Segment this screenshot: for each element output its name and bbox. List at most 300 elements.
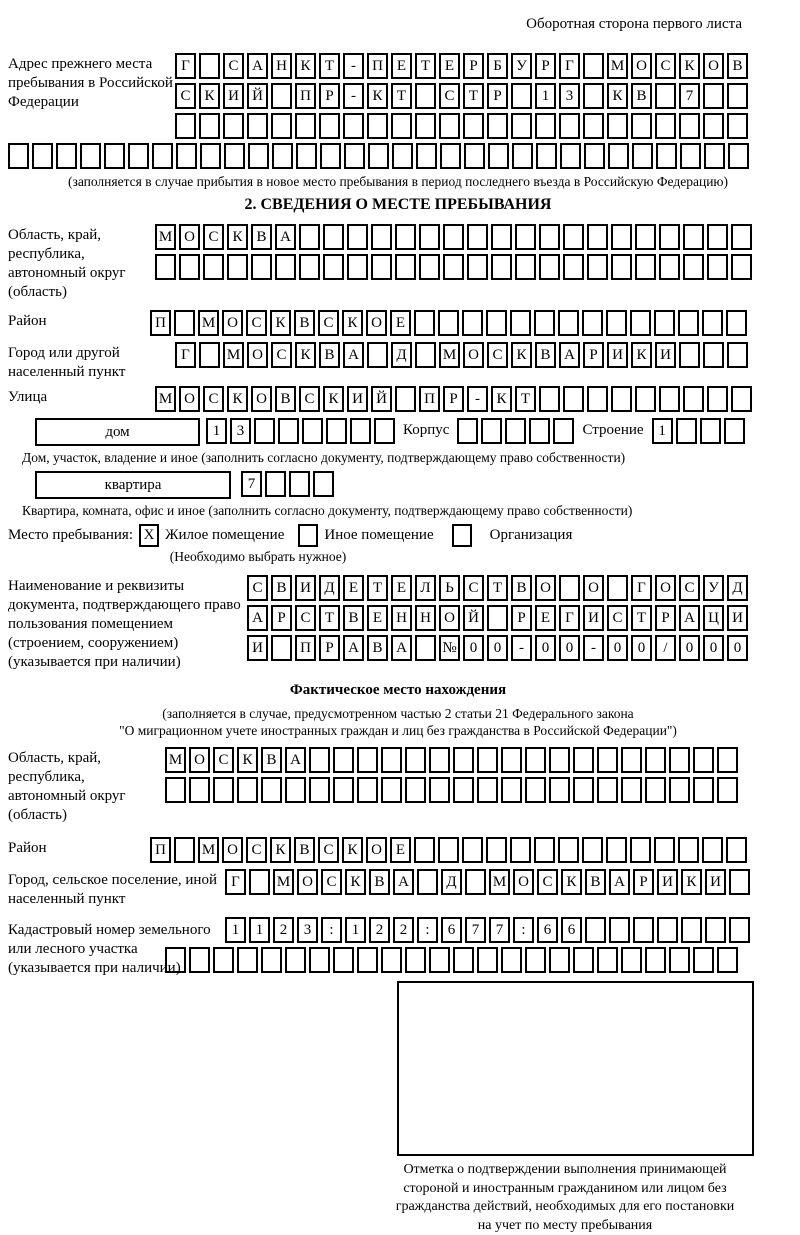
char-box[interactable] [333, 747, 354, 773]
char-box[interactable]: П [150, 310, 171, 336]
char-box[interactable]: А [247, 605, 268, 631]
char-box[interactable] [539, 386, 560, 412]
char-box[interactable]: Н [415, 605, 436, 631]
char-box[interactable]: С [271, 342, 292, 368]
char-box[interactable]: Р [633, 869, 654, 895]
char-box[interactable] [302, 418, 323, 444]
char-box[interactable]: В [271, 575, 292, 601]
char-box[interactable] [511, 113, 532, 139]
char-box[interactable]: М [198, 310, 219, 336]
char-box[interactable]: И [347, 386, 368, 412]
char-box[interactable] [549, 747, 570, 773]
char-box[interactable] [405, 947, 426, 973]
char-box[interactable] [683, 386, 704, 412]
char-box[interactable] [655, 113, 676, 139]
char-box[interactable]: Е [343, 575, 364, 601]
char-box[interactable]: Г [225, 869, 246, 895]
char-box[interactable]: С [247, 575, 268, 601]
char-box[interactable] [525, 947, 546, 973]
char-box[interactable]: В [631, 83, 652, 109]
char-box[interactable]: К [491, 386, 512, 412]
char-box[interactable] [381, 947, 402, 973]
char-box[interactable]: 0 [727, 635, 748, 661]
char-box[interactable]: 1 [225, 917, 246, 943]
char-box[interactable]: Т [391, 83, 412, 109]
char-box[interactable] [443, 224, 464, 250]
char-box[interactable] [175, 113, 196, 139]
char-box[interactable]: Й [463, 605, 484, 631]
char-box[interactable]: Е [391, 575, 412, 601]
char-box[interactable] [680, 143, 701, 169]
char-box[interactable]: У [703, 575, 724, 601]
char-box[interactable]: Р [271, 605, 292, 631]
char-box[interactable]: М [489, 869, 510, 895]
char-box[interactable]: К [561, 869, 582, 895]
char-box[interactable]: Г [631, 575, 652, 601]
char-box[interactable]: Б [487, 53, 508, 79]
char-box[interactable] [237, 947, 258, 973]
char-box[interactable] [429, 947, 450, 973]
char-box[interactable] [391, 113, 412, 139]
char-box[interactable] [703, 342, 724, 368]
char-box[interactable] [313, 471, 334, 497]
char-box[interactable]: В [275, 386, 296, 412]
char-box[interactable] [707, 224, 728, 250]
char-box[interactable] [609, 917, 630, 943]
char-box[interactable] [415, 83, 436, 109]
char-box[interactable] [515, 224, 536, 250]
char-box[interactable]: К [323, 386, 344, 412]
char-box[interactable] [368, 143, 389, 169]
char-box[interactable] [357, 747, 378, 773]
char-box[interactable] [395, 224, 416, 250]
char-box[interactable]: Е [439, 53, 460, 79]
char-box[interactable] [350, 418, 371, 444]
char-box[interactable] [510, 837, 531, 863]
char-box[interactable] [415, 635, 436, 661]
char-box[interactable] [606, 837, 627, 863]
char-box[interactable]: - [343, 83, 364, 109]
char-box[interactable] [659, 254, 680, 280]
char-box[interactable]: Т [367, 575, 388, 601]
char-box[interactable] [611, 224, 632, 250]
char-box[interactable] [374, 418, 395, 444]
char-box[interactable]: К [681, 869, 702, 895]
char-box[interactable] [676, 418, 697, 444]
char-box[interactable]: М [198, 837, 219, 863]
stay-type-checkbox-residential[interactable]: X [139, 524, 159, 547]
char-box[interactable] [224, 143, 245, 169]
char-box[interactable] [573, 947, 594, 973]
char-box[interactable]: О [366, 310, 387, 336]
char-box[interactable] [539, 224, 560, 250]
char-box[interactable] [583, 113, 604, 139]
char-box[interactable] [343, 113, 364, 139]
char-box[interactable]: К [631, 342, 652, 368]
char-box[interactable] [319, 113, 340, 139]
char-box[interactable]: Т [487, 575, 508, 601]
char-box[interactable] [587, 224, 608, 250]
char-box[interactable] [621, 947, 642, 973]
char-box[interactable]: 6 [441, 917, 462, 943]
char-box[interactable] [621, 777, 642, 803]
char-box[interactable]: О [179, 386, 200, 412]
char-box[interactable]: 3 [559, 83, 580, 109]
char-box[interactable] [416, 143, 437, 169]
char-box[interactable] [443, 254, 464, 280]
char-box[interactable] [289, 471, 310, 497]
char-box[interactable] [367, 113, 388, 139]
char-box[interactable] [529, 418, 550, 444]
char-box[interactable]: 1 [206, 418, 227, 444]
char-box[interactable]: А [559, 342, 580, 368]
char-box[interactable] [731, 386, 752, 412]
char-box[interactable]: С [463, 575, 484, 601]
char-box[interactable] [525, 777, 546, 803]
char-box[interactable] [395, 386, 416, 412]
char-box[interactable]: В [261, 747, 282, 773]
char-box[interactable] [705, 917, 726, 943]
char-box[interactable] [477, 747, 498, 773]
char-box[interactable]: - [511, 635, 532, 661]
char-box[interactable]: 2 [369, 917, 390, 943]
char-box[interactable]: Р [319, 635, 340, 661]
char-box[interactable] [249, 869, 270, 895]
char-box[interactable]: О [247, 342, 268, 368]
char-box[interactable] [583, 83, 604, 109]
char-box[interactable] [417, 869, 438, 895]
char-box[interactable]: - [583, 635, 604, 661]
char-box[interactable]: К [367, 83, 388, 109]
char-box[interactable] [477, 777, 498, 803]
char-box[interactable] [635, 386, 656, 412]
char-box[interactable] [395, 254, 416, 280]
char-box[interactable] [405, 747, 426, 773]
char-box[interactable] [414, 837, 435, 863]
char-box[interactable] [659, 386, 680, 412]
apartment-type-box[interactable]: квартира [35, 471, 231, 499]
char-box[interactable] [8, 143, 29, 169]
char-box[interactable] [272, 143, 293, 169]
char-box[interactable] [487, 605, 508, 631]
char-box[interactable] [248, 143, 269, 169]
char-box[interactable] [254, 418, 275, 444]
char-box[interactable] [559, 113, 580, 139]
char-box[interactable] [703, 113, 724, 139]
char-box[interactable] [539, 254, 560, 280]
char-box[interactable] [607, 575, 628, 601]
char-box[interactable]: : [417, 917, 438, 943]
char-box[interactable]: К [199, 83, 220, 109]
char-box[interactable] [271, 635, 292, 661]
char-box[interactable] [457, 418, 478, 444]
char-box[interactable]: К [270, 310, 291, 336]
char-box[interactable] [573, 747, 594, 773]
char-box[interactable]: К [237, 747, 258, 773]
char-box[interactable] [633, 917, 654, 943]
char-box[interactable] [32, 143, 53, 169]
char-box[interactable] [392, 143, 413, 169]
char-box[interactable] [702, 837, 723, 863]
char-box[interactable] [525, 747, 546, 773]
stay-type-checkbox-other[interactable] [298, 524, 318, 547]
char-box[interactable] [683, 254, 704, 280]
char-box[interactable]: М [155, 386, 176, 412]
char-box[interactable]: Г [175, 53, 196, 79]
char-box[interactable]: С [537, 869, 558, 895]
char-box[interactable] [560, 143, 581, 169]
char-box[interactable]: Г [559, 605, 580, 631]
char-box[interactable]: 6 [537, 917, 558, 943]
char-box[interactable] [729, 869, 750, 895]
char-box[interactable] [344, 143, 365, 169]
char-box[interactable] [381, 777, 402, 803]
char-box[interactable] [491, 254, 512, 280]
char-box[interactable]: И [223, 83, 244, 109]
char-box[interactable] [371, 224, 392, 250]
char-box[interactable]: С [655, 53, 676, 79]
char-box[interactable] [453, 947, 474, 973]
char-box[interactable] [333, 777, 354, 803]
char-box[interactable]: С [318, 310, 339, 336]
char-box[interactable] [704, 143, 725, 169]
char-box[interactable] [467, 224, 488, 250]
char-box[interactable]: 1 [249, 917, 270, 943]
char-box[interactable] [367, 342, 388, 368]
char-box[interactable]: Д [319, 575, 340, 601]
char-box[interactable] [608, 143, 629, 169]
char-box[interactable] [611, 254, 632, 280]
char-box[interactable]: О [535, 575, 556, 601]
char-box[interactable] [152, 143, 173, 169]
char-box[interactable] [271, 83, 292, 109]
char-box[interactable] [333, 947, 354, 973]
char-box[interactable]: К [295, 53, 316, 79]
char-box[interactable] [491, 224, 512, 250]
char-box[interactable] [453, 777, 474, 803]
char-box[interactable]: Д [441, 869, 462, 895]
char-box[interactable]: К [607, 83, 628, 109]
char-box[interactable] [199, 342, 220, 368]
char-box[interactable] [679, 342, 700, 368]
char-box[interactable]: М [165, 747, 186, 773]
char-box[interactable]: С [203, 224, 224, 250]
char-box[interactable] [731, 224, 752, 250]
char-box[interactable]: С [246, 310, 267, 336]
char-box[interactable] [512, 143, 533, 169]
char-box[interactable]: 7 [489, 917, 510, 943]
char-box[interactable]: О [703, 53, 724, 79]
char-box[interactable] [371, 254, 392, 280]
char-box[interactable] [700, 418, 721, 444]
char-box[interactable] [645, 747, 666, 773]
char-box[interactable]: 1 [535, 83, 556, 109]
char-box[interactable] [655, 83, 676, 109]
char-box[interactable]: О [463, 342, 484, 368]
char-box[interactable]: А [275, 224, 296, 250]
char-box[interactable] [573, 777, 594, 803]
char-box[interactable]: И [247, 635, 268, 661]
char-box[interactable]: К [342, 837, 363, 863]
char-box[interactable] [165, 777, 186, 803]
char-box[interactable] [467, 254, 488, 280]
char-box[interactable]: В [585, 869, 606, 895]
char-box[interactable]: К [270, 837, 291, 863]
char-box[interactable] [453, 747, 474, 773]
char-box[interactable] [679, 113, 700, 139]
char-box[interactable]: П [367, 53, 388, 79]
char-box[interactable]: 2 [273, 917, 294, 943]
char-box[interactable]: О [222, 837, 243, 863]
char-box[interactable]: П [150, 837, 171, 863]
char-box[interactable] [657, 917, 678, 943]
char-box[interactable] [320, 143, 341, 169]
char-box[interactable] [299, 224, 320, 250]
char-box[interactable] [635, 224, 656, 250]
char-box[interactable]: А [343, 635, 364, 661]
char-box[interactable] [707, 386, 728, 412]
char-box[interactable]: С [321, 869, 342, 895]
char-box[interactable] [465, 869, 486, 895]
char-box[interactable] [462, 310, 483, 336]
char-box[interactable] [174, 310, 195, 336]
char-box[interactable] [203, 254, 224, 280]
char-box[interactable] [717, 947, 738, 973]
char-box[interactable] [645, 777, 666, 803]
stay-type-checkbox-organization[interactable] [452, 524, 472, 547]
char-box[interactable]: 0 [535, 635, 556, 661]
char-box[interactable] [80, 143, 101, 169]
char-box[interactable]: Т [515, 386, 536, 412]
char-box[interactable] [223, 113, 244, 139]
char-box[interactable] [323, 254, 344, 280]
char-box[interactable] [501, 947, 522, 973]
char-box[interactable] [558, 837, 579, 863]
char-box[interactable]: О [251, 386, 272, 412]
char-box[interactable]: А [609, 869, 630, 895]
char-box[interactable] [681, 917, 702, 943]
char-box[interactable]: И [295, 575, 316, 601]
char-box[interactable] [621, 747, 642, 773]
char-box[interactable] [271, 113, 292, 139]
char-box[interactable]: В [251, 224, 272, 250]
char-box[interactable] [199, 53, 220, 79]
char-box[interactable]: Т [319, 605, 340, 631]
char-box[interactable]: П [295, 83, 316, 109]
char-box[interactable]: О [631, 53, 652, 79]
char-box[interactable] [487, 113, 508, 139]
char-box[interactable] [477, 947, 498, 973]
char-box[interactable] [438, 310, 459, 336]
char-box[interactable]: Р [583, 342, 604, 368]
char-box[interactable] [693, 947, 714, 973]
char-box[interactable]: Р [463, 53, 484, 79]
char-box[interactable] [534, 837, 555, 863]
char-box[interactable] [584, 143, 605, 169]
char-box[interactable]: Н [391, 605, 412, 631]
char-box[interactable] [199, 113, 220, 139]
char-box[interactable] [727, 83, 748, 109]
char-box[interactable]: О [655, 575, 676, 601]
char-box[interactable]: В [727, 53, 748, 79]
char-box[interactable] [630, 837, 651, 863]
char-box[interactable] [631, 113, 652, 139]
char-box[interactable]: Й [247, 83, 268, 109]
char-box[interactable]: О [179, 224, 200, 250]
char-box[interactable] [285, 947, 306, 973]
char-box[interactable] [381, 747, 402, 773]
char-box[interactable] [405, 777, 426, 803]
char-box[interactable] [549, 777, 570, 803]
char-box[interactable] [510, 310, 531, 336]
char-box[interactable]: С [213, 747, 234, 773]
char-box[interactable]: : [321, 917, 342, 943]
char-box[interactable]: С [487, 342, 508, 368]
char-box[interactable] [703, 83, 724, 109]
char-box[interactable]: С [175, 83, 196, 109]
char-box[interactable] [585, 917, 606, 943]
char-box[interactable] [536, 143, 557, 169]
char-box[interactable]: В [294, 310, 315, 336]
char-box[interactable]: А [285, 747, 306, 773]
char-box[interactable] [669, 947, 690, 973]
char-box[interactable] [213, 777, 234, 803]
char-box[interactable] [535, 113, 556, 139]
char-box[interactable]: В [369, 869, 390, 895]
char-box[interactable]: А [393, 869, 414, 895]
char-box[interactable]: О [222, 310, 243, 336]
char-box[interactable]: - [467, 386, 488, 412]
char-box[interactable]: С [299, 386, 320, 412]
char-box[interactable]: В [294, 837, 315, 863]
char-box[interactable] [656, 143, 677, 169]
char-box[interactable] [275, 254, 296, 280]
char-box[interactable] [731, 254, 752, 280]
char-box[interactable] [630, 310, 651, 336]
char-box[interactable]: С [439, 83, 460, 109]
char-box[interactable]: У [511, 53, 532, 79]
char-box[interactable]: Т [415, 53, 436, 79]
char-box[interactable] [724, 418, 745, 444]
char-box[interactable] [582, 837, 603, 863]
char-box[interactable]: 0 [487, 635, 508, 661]
char-box[interactable] [299, 254, 320, 280]
char-box[interactable]: 0 [559, 635, 580, 661]
char-box[interactable]: В [343, 605, 364, 631]
char-box[interactable] [295, 113, 316, 139]
char-box[interactable]: С [607, 605, 628, 631]
char-box[interactable]: С [223, 53, 244, 79]
char-box[interactable] [347, 254, 368, 280]
char-box[interactable] [174, 837, 195, 863]
char-box[interactable]: И [727, 605, 748, 631]
char-box[interactable] [189, 777, 210, 803]
char-box[interactable]: - [343, 53, 364, 79]
char-box[interactable] [309, 747, 330, 773]
stamp-box[interactable] [397, 981, 754, 1156]
char-box[interactable] [582, 310, 603, 336]
char-box[interactable]: Р [319, 83, 340, 109]
char-box[interactable] [553, 418, 574, 444]
char-box[interactable] [611, 386, 632, 412]
char-box[interactable] [323, 224, 344, 250]
char-box[interactable]: А [343, 342, 364, 368]
char-box[interactable] [56, 143, 77, 169]
char-box[interactable]: А [247, 53, 268, 79]
char-box[interactable] [669, 747, 690, 773]
char-box[interactable] [606, 310, 627, 336]
char-box[interactable]: О [583, 575, 604, 601]
